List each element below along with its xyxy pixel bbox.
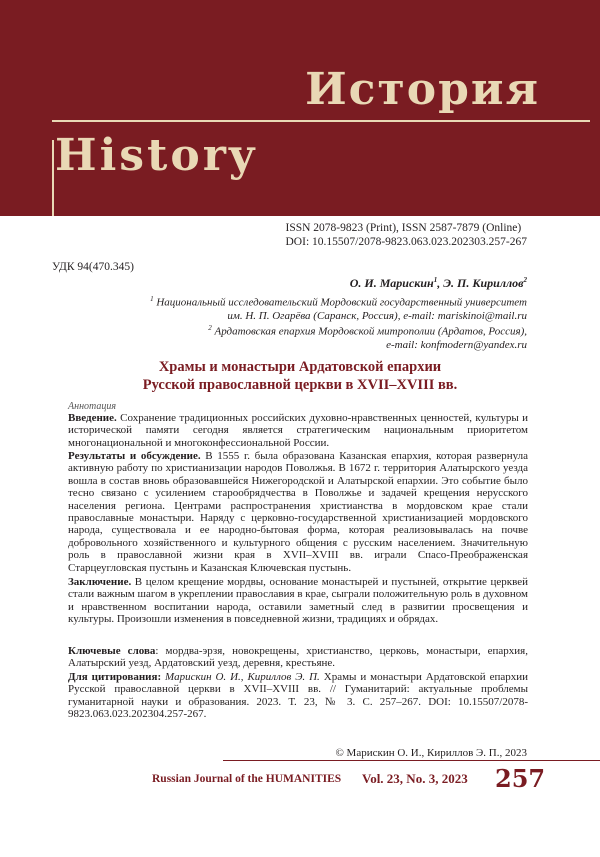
footer-divider [223,760,600,761]
authors: О. И. Марискин$^1$, Э. П. Кириллов$^2$ [349,276,527,290]
citation: Для цитирования: Марискин О. И., Кириллов Э. П. Храмы и монастыри Ардатовской епархии Русской православной церкви в XVII–XVIII вв. // Гуманитарий: актуальные проблемы гуманитарной науки и образования. 2023. Т. 23, № 3. С. 257–267. DOI: 10.15507/2078-9823.063.023.202304.257-267. [68,671,528,721]
page-number: 257 [495,764,546,793]
footer-journal-name: Russian Journal of the HUMANITIES [152,773,342,785]
copyright: © Марискин О. И., Кириллов Э. П., 2023 [335,747,527,759]
banner-vertical-line [52,140,54,216]
udk: УДК 94(470.345) [52,261,134,273]
footer-volume: Vol. 23, No. 3, 2023 [362,771,468,786]
banner-title-en: History [55,130,258,181]
issn: ISSN 2078-9823 (Print), ISSN 2587-7879 (Online) [285,222,522,234]
abstract-conclusion: Заключение. В целом крещение мордвы, основание монастырей и пустыней, открытие церквей стали важным шагом в укреплении православия в крае, сыграли положительную роль в духовном и нравственном воспитании народа, оставили заметный след в развитии просвещения и культуры. Произошли изменения в повседневной жизни, традициях и обрядах. [68,576,528,626]
keywords: Ключевые слова: мордва-эрзя, новокрещены, христианство, церковь, монастыри, епархия, Алатырский уезд, Ардатовский уезд, деревня, крестьяне. [68,645,528,670]
banner-title-ru: История [305,64,540,115]
affiliation-2: $^2$ Ардатовская епархия Мордовской митрополии (Ардатов, Россия), e-mail: konfmodern@yandex.ru [208,324,527,352]
issn-doi-block [286,221,528,249]
banner-divider [52,120,590,122]
affiliation-1: $^1$ Национальный исследовательский Мордовский государственный университет им. Н. П. Огарёва (Саранск, Россия), e-mail: mariskinoi@mail.ru [150,295,527,323]
journal-banner [0,0,600,216]
author-2: Э. П. Кириллов [443,276,524,290]
abstract-results: Результаты и обсуждение. В 1555 г. была образована Казанская епархия, которая развернула активную работу по христианизации народов Поволжья. В 1672 г. территория Алатырского уезда вошла в состав вновь образовавшейся Нижегородской и Алатырской епархии. Это событие было тесно связано с усилением старообрядчества в Поволжье и задачей крещения нерусского населения региона. Центрами распространения христианства в мордовском крае стали православные монастыри. Наряду с церковно-государственной христианизацией мордовского народа, существовала и ее народно-бытовая форма, которая реализовывалась на почве добровольного хозяйственного и культурного общения с русским населением. Значительную роль в православной жизни края в XVII–XVIII вв. играли Спасо-Преображенская Старцеугловская пустынь и Казанская Ключевская пустынь. [68,450,528,574]
abstract-introduction: Введение. Сохранение традиционных российских духовно-нравственных ценностей, культуры и исторической памяти сегодня является стратегическим национальным приоритетом многонациональной и многоконфессиональной России. [68,412,528,449]
article-title: Храмы и монастыри Ардатовской епархии Русской православной церкви в XVII–XVIII вв. [142,359,458,393]
doi: DOI: 10.15507/2078-9823.063.023.202303.257-267 [285,236,527,248]
author-1: О. И. Марискин [349,276,434,290]
abstract-label: Аннотация [68,401,117,412]
